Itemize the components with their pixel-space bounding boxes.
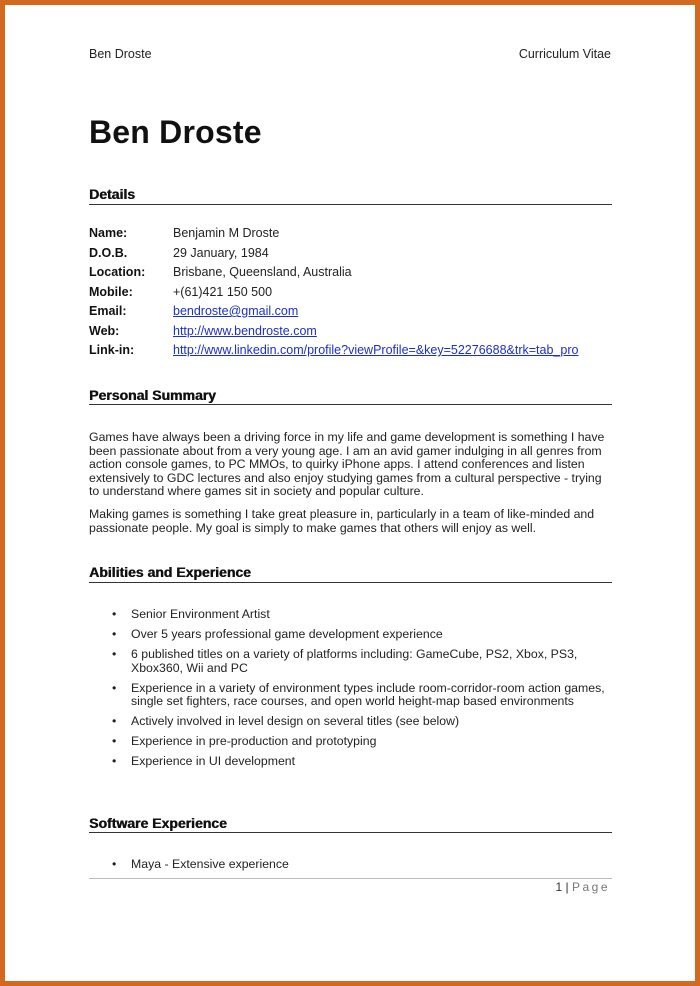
list-item (89, 715, 609, 729)
summary-paragraph: Making games is something I take great pleasure in, particularly in a team of like-minded and passionate people. My goal is simply to make games that others will enjoy as well. (89, 507, 595, 535)
section-rule-summary (89, 404, 612, 405)
bullet-icon: • (112, 607, 117, 621)
list-item-text: Experience in a variety of environment types include room-corridor-room action games, single set fighters, race courses, and open world height-map based environments (131, 680, 605, 708)
list-item-text: 6 published titles on a variety of platforms including: GameCube, PS2, Xbox, PS3, Xbox360, Wii and PC (131, 647, 578, 675)
list-item-text: Over 5 years professional game development experience (131, 627, 443, 641)
detail-row-name (89, 226, 612, 246)
footer-rule (89, 878, 612, 879)
list-item-text: Experience in UI development (131, 754, 296, 768)
details-table (89, 226, 612, 363)
detail-row-web (89, 324, 612, 344)
detail-value: Benjamin M Droste (173, 226, 280, 240)
detail-label: Mobile: (89, 284, 133, 299)
list-item-text: Experience in pre-production and prototyping (131, 734, 377, 748)
page-title: Ben Droste (89, 114, 262, 150)
section-title-summary: Personal Summary (89, 387, 216, 403)
detail-value: Brisbane, Queensland, Australia (173, 265, 352, 279)
section-rule-abilities (89, 582, 612, 583)
bullet-icon: • (112, 734, 117, 748)
list-item-text: Senior Environment Artist (131, 607, 270, 621)
list-item (89, 755, 609, 769)
section-title-software: Software Experience (89, 815, 227, 831)
section-title-details: Details (89, 186, 135, 202)
detail-row-dob (89, 246, 612, 266)
list-item-text: Maya - Extensive experience (131, 857, 289, 871)
section-rule-details (89, 204, 612, 205)
list-item (89, 608, 609, 622)
detail-label: Web: (89, 323, 120, 338)
page-number: 1 (555, 880, 563, 894)
page-separator: | (565, 880, 569, 894)
website-link[interactable]: http://www.bendroste.com (173, 323, 317, 338)
list-item-text: Actively involved in level design on several titles (see below) (131, 714, 460, 728)
detail-row-location (89, 265, 612, 285)
detail-label: Link-in: (89, 343, 135, 357)
list-item (89, 858, 609, 872)
bullet-icon: • (112, 680, 117, 695)
bullet-icon: • (112, 627, 117, 641)
detail-label: Location: (89, 265, 146, 279)
bullet-icon: • (112, 647, 117, 661)
email-link[interactable]: bendroste@gmail.com (173, 304, 299, 318)
section-title-abilities: Abilities and Experience (89, 564, 251, 580)
detail-row-linkedin (89, 343, 612, 363)
header-doc-type: Curriculum Vitae (518, 47, 611, 61)
detail-value: 29 January, 1984 (173, 245, 269, 260)
bullet-icon: • (112, 857, 117, 871)
page-footer (555, 880, 610, 894)
bullet-icon: • (112, 754, 117, 768)
summary-paragraph: Games have always been a driving force in my life and game development is something I have been passionate about from a very young age. I am an avid gamer indulging in all genres from action console games, to PC MMOs, to quirky iPhone apps. I attend conferences and listen extensively to GDC lectures and also enjoy studying games from a cultural perspective - trying to understand where games sit in society and popular culture. (89, 430, 605, 498)
bullet-icon: • (112, 714, 117, 728)
software-list (89, 858, 609, 878)
detail-value: +(61)421 150 500 (173, 284, 273, 299)
detail-label: Name: (89, 226, 128, 240)
abilities-list (89, 608, 609, 775)
list-item (89, 628, 609, 642)
list-item (89, 682, 609, 709)
detail-row-mobile (89, 285, 612, 305)
list-item (89, 648, 609, 675)
detail-row-email (89, 304, 612, 324)
page-word: Page (571, 880, 610, 894)
header-name: Ben Droste (89, 47, 152, 61)
detail-label: Email: (89, 304, 127, 318)
list-item (89, 735, 609, 749)
section-rule-software (89, 832, 612, 833)
detail-label: D.O.B. (89, 245, 128, 260)
linkedin-link[interactable]: http://www.linkedin.com/profile?viewProfile=&key=52276688&trk=tab_pro (173, 343, 579, 357)
